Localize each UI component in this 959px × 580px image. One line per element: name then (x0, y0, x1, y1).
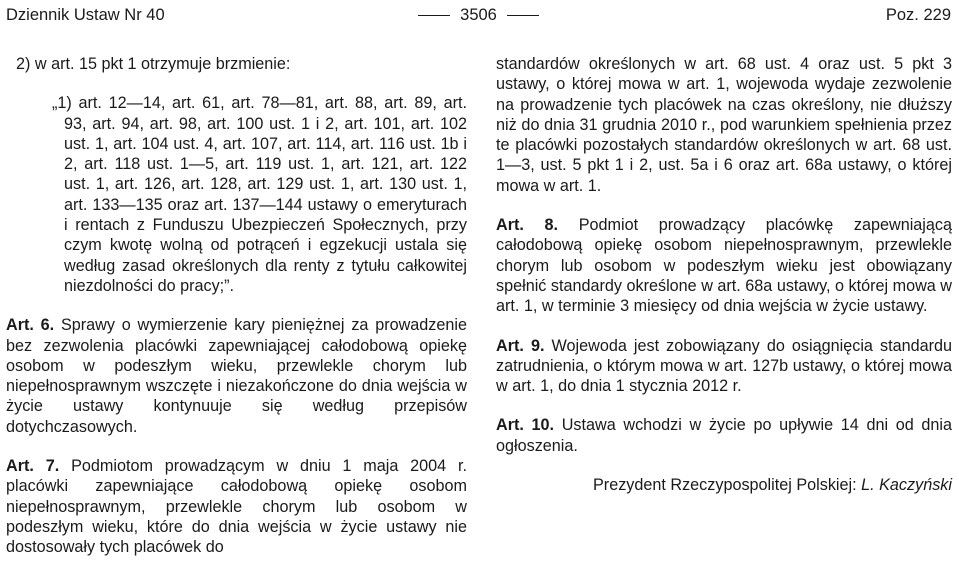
article-9-label: Art. 9. (496, 336, 545, 355)
article-7-label: Art. 7. (6, 457, 60, 476)
article-8-text: Podmiot prowadzący placówkę zapewniającą całodobową opiekę osobom niepełnosprawnym, przewlekle chorym lub osobom w podeszłym wieku jest obowiązany spełnić standardy określone w art. 68a ustawy, o której mowa w art. 1, w terminie 3 miesięcy od dnia wejścia w życie ustawy. (496, 216, 952, 316)
article-8-label: Art. 8. (496, 216, 559, 235)
page-number (6, 6, 951, 25)
journal-title: Dziennik Ustaw Nr 40 (6, 6, 165, 24)
article-9 (496, 336, 952, 397)
article-10 (496, 415, 952, 456)
dash-left (418, 15, 450, 16)
article-10-label: Art. 10. (496, 416, 555, 435)
signature-line (496, 475, 952, 495)
article-9-text: Wojewoda jest zobowiązany do osiągnięcia standardu zatrudnienia, o którym mowa w art. 127b ustawy, o której mowa w art. 1, do dnia 1 stycznia 2012 r. (496, 336, 952, 396)
right-column (496, 54, 952, 495)
position-number: Poz. 229 (885, 6, 951, 24)
amendment-quote: „1) art. 12—14, art. 61, art. 78—81, art. 88, art. 89, art. 93, art. 94, art. 98, art. 100 ust. 1 i 2, art. 101, art. 102 ust. 1, art. 104 ust. 4, art. 107, art. 114, art. 116 ust. 1b i 2, art. 118 ust. 1—5, art. 119 ust. 1, art. 121, art. 122 ust. 1, art. 126, art. 128, art. 129 ust. 1, art. 130 ust. 1, art. 133—135 oraz art. 137—144 ustawy o emeryturach i rentach z Funduszu Ubezpieczeń Społecznych, przy czym kwotę wolną od potrąceń i egzekucji ustala się według zasad określonych dla renty z tytułu całkowitej niezdolności do pracy;”. (52, 94, 467, 295)
amendment-point-2: 2) w art. 15 pkt 1 otrzymuje brzmienie: (16, 55, 291, 73)
page-number-text: 3506 (460, 6, 497, 24)
article-7-text: Podmiotom prowadzącym w dniu 1 maja 2004 r. placówki zapewniające całodobową opiekę osobom niepełnosprawnym, przewlekle chorym lub osobom w podeszłym wieku, które do dnia wejścia w życie ustawy nie dostosowały tych placówek do (6, 457, 467, 557)
article-8 (496, 215, 952, 316)
article-10-text: Ustawa wchodzi w życie po upływie 14 dni od dnia ogłoszenia. (496, 416, 952, 455)
signature-prefix: Prezydent Rzeczypospolitej Polskiej: (593, 476, 857, 495)
article-6 (6, 315, 467, 437)
dash-right (507, 15, 539, 16)
article-7-continuation: standardów określonych w art. 68 ust. 4 oraz ust. 5 pkt 3 ustawy, o której mowa w art. 1, wojewoda wydaje zezwolenie na prowadzenie tych placówek na czas określony, nie dłuższy niż do dnia 31 grudnia 2010 r., pod warunkiem spełnienia przez te placówki pozostałych standardów określonych w art. 68 ust. 1—3, ust. 5 pkt 1 i 2, ust. 5a i 6 oraz art. 68a ustawy, o której mowa w art. 1. (496, 55, 952, 195)
article-6-text: Sprawy o wymierzenie kary pieniężnej za prowadzenie bez zezwolenia placówki zapewniającej całodobową opiekę osobom w podeszłym wieku, przewlekle chorym lub niepełnosprawnym wszczęte i niezakończone do dnia wejścia w życie ustawy kontynuuje się według przepisów dotychczasowych. (6, 316, 467, 436)
left-column (6, 54, 467, 558)
article-6-label: Art. 6. (6, 316, 55, 335)
page-header (6, 6, 951, 32)
article-7 (6, 456, 467, 557)
signature-name: L. Kaczyński (861, 476, 952, 495)
